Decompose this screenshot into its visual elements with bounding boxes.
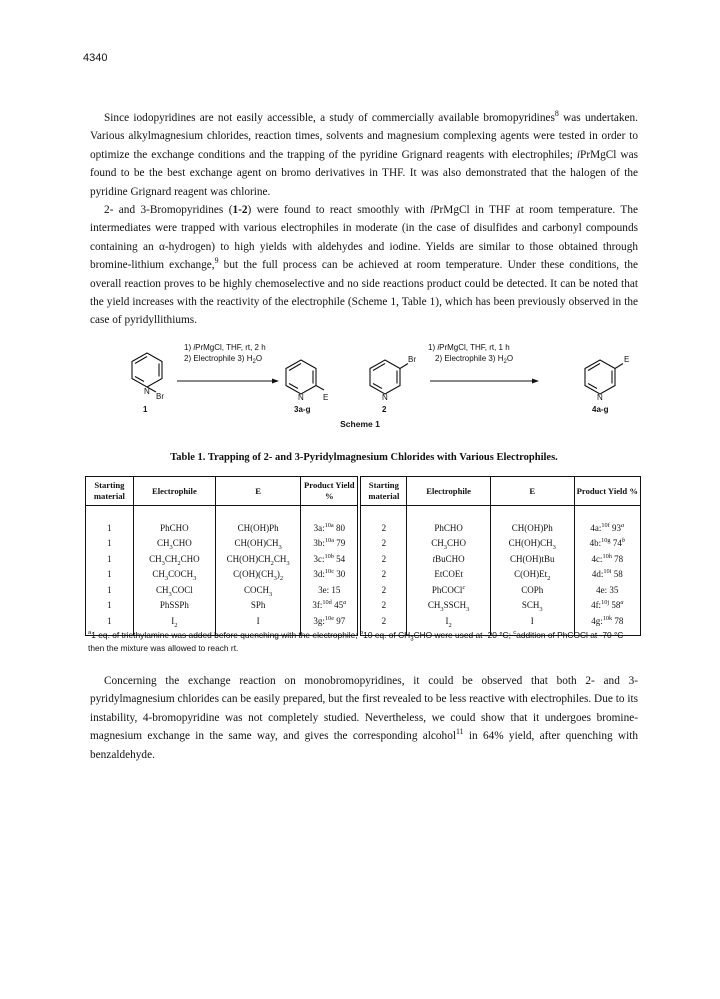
electrophile-cell: PhCHO (407, 506, 491, 536)
table-row (86, 551, 641, 567)
product-yield-cell: 3g:$^{10e}$ 97 (301, 613, 360, 635)
structure-3 (286, 360, 324, 394)
starting-material-cell: 2 (359, 613, 406, 635)
product-yield-cell: 4g:$^{10k}$ 78 (574, 613, 640, 635)
atom-label-N-4: N (597, 393, 603, 402)
e-group-cell: CH(OH)Ph (490, 506, 574, 536)
paragraph-2: 2- and 3-Bromopyridines (1-2) were found to react smoothly with iPrMgCl in THF at room temperature. The intermediates were trapped with various electrophiles in moderate (in the case of disulfides and carbonyl compounds containing an α-hydrogen) to high yields with aldehydes and iodine. Yields are similar to those obtained through bromine-lithium exchange,$^9$ but the full process can be achieved at room temperature. Under these conditions, the overall reaction proves to be highly chemoselective and no side reactions product could be detected. It can be noted that the yield increases with the reactivity of the electrophile (Scheme 1, Table 1), which has been previously observed in the case of pyridyllithiums. (90, 204, 638, 327)
paragraph-3: Concerning the exchange reaction on monobromopyridines, it could be observed that both 2- and 3-pyridylmagnesium chlorides can be easily prepared, but the first revealed to be less reactive with electrophiles. Due to its instability, 4-bromopyridine was not completely studied. Nevertheless, we could show that it undergoes bromine-magnesium exchange in the same way, and gives the corresponding alcohol$^{11}$ in 64% yield, after quenching with benzaldehyde. (90, 675, 638, 761)
compound-4-label: 4a-g (592, 405, 609, 414)
electrophile-cell: $CH_3CHO$ (133, 536, 215, 552)
atom-label-Br-1: Br (156, 392, 164, 401)
starting-material-cell: 1 (86, 613, 134, 635)
e-group-cell: SPh (216, 598, 301, 614)
col-header: Electrophile (407, 477, 491, 506)
atom-label-N-2: N (382, 393, 388, 402)
results-table (85, 476, 641, 636)
starting-material-cell: 2 (359, 598, 406, 614)
electrophile-cell: $CH_3COCl$ (133, 582, 215, 598)
starting-material-cell: 1 (86, 506, 134, 536)
atom-label-N-3: N (298, 393, 304, 402)
product-yield-cell: 3c:$^{10b}$ 54 (301, 551, 360, 567)
e-group-cell: $CH(OH)CH_2CH_3$ (216, 551, 301, 567)
compound-1-label: 1 (143, 405, 148, 414)
e-group-cell: $COCH_3$ (216, 582, 301, 598)
col-header: Electrophile (133, 477, 215, 506)
product-yield-cell: 3a:$^{10a}$ 80 (301, 506, 360, 536)
product-yield-cell: 4b:$^{10g}$ 74$^b$ (574, 536, 640, 552)
paragraph-1: Since iodopyridines are not easily accessible, a study of commercially available bromopyridines$^8$ was undertaken. Various alkylmagnesium chlorides, reaction times, solvents and magnesium complexing agents were tested in order to optimize the exchange conditions and the trapping of the pyridine Grignard reagents with electrophiles; iPrMgCl was found to be the best exchange agent on bromo derivatives in THF. It was also demonstrated that the halogen of the pyridine Grignard reagent was chlorine. (90, 109, 639, 198)
electrophile-cell: $CH_3CH_2CHO$ (133, 551, 215, 567)
closing-paragraph (90, 672, 638, 764)
electrophile-cell: EtCOEt (407, 567, 491, 583)
product-yield-cell: 3b:$^{10a}$ 79 (301, 536, 360, 552)
col-header: Product Yield % (301, 477, 360, 506)
table-header-row (86, 477, 641, 506)
e-group-cell: $C(OH)(CH_3)_2$ (216, 567, 301, 583)
starting-material-cell: 1 (86, 582, 134, 598)
table-caption: Table 1. Trapping of 2- and 3-Pyridylmagnesium Chlorides with Various Electrophiles. (170, 452, 558, 463)
e-group-cell: I (216, 613, 301, 635)
product-yield-cell: 3e: 15 (301, 582, 360, 598)
page-number: 4340 (83, 52, 108, 64)
e-group-cell: I (490, 613, 574, 635)
starting-material-cell: 1 (86, 551, 134, 567)
structure-2 (370, 360, 408, 394)
table-row (86, 536, 641, 552)
starting-material-cell: 2 (359, 551, 406, 567)
table-footnote: $^a$1 eq. of triethylamine was added before quenching with the electrophile; $^b$10 eq. of $CH_3CHO$ were used at -20 °C; $^c$addition of PhCOCl at -70 °C then the mixture was allowed to reach rt. (88, 630, 624, 653)
ref-9: 9 (214, 256, 219, 266)
col-header: Product Yield % (574, 477, 640, 506)
left-conditions-2: 2) Electrophile 3) $H_2O$ (184, 354, 263, 365)
electrophile-cell: $CH_3COCH_3$ (133, 567, 215, 583)
arrowhead-left (272, 379, 279, 384)
starting-material-cell: 1 (86, 567, 134, 583)
right-conditions-1: 1) iPrMgCl, THF, rt, 1 h (428, 343, 510, 352)
electrophile-cell: PhCHO (133, 506, 215, 536)
table-row (86, 567, 641, 583)
product-yield-cell: 4a:$^{10f}$ 93$^a$ (574, 506, 640, 536)
col-header: E (216, 477, 301, 506)
atom-label-Br-2: Br (408, 355, 416, 364)
ref-11: 11 (456, 727, 464, 737)
product-yield-cell: 4e: 35 (574, 582, 640, 598)
e-group-cell: $CH(OH)CH_3$ (216, 536, 301, 552)
e-group-cell: $SCH_3$ (490, 598, 574, 614)
electrophile-cell: $CH_3SSCH_3$ (407, 598, 491, 614)
e-group-cell: COPh (490, 582, 574, 598)
compound-3-label: 3a-g (294, 405, 311, 414)
starting-material-cell: 2 (359, 536, 406, 552)
electrophile-cell: tBuCHO (407, 551, 491, 567)
ref-8: 8 (554, 109, 559, 119)
arrowhead-right (532, 379, 539, 384)
col-header: E (490, 477, 574, 506)
compound-2-label: 2 (382, 405, 387, 414)
atom-label-E-3: E (323, 393, 329, 402)
starting-material-cell: 1 (86, 536, 134, 552)
e-group-cell: CH(OH)Ph (216, 506, 301, 536)
electrophile-cell: PhCOCl$^c$ (407, 582, 491, 598)
e-group-cell: CH(OH)tBu (490, 551, 574, 567)
product-yield-cell: 4d:$^{10i}$ 58 (574, 567, 640, 583)
left-conditions-1: 1) iPrMgCl, THF, rt, 2 h (184, 343, 266, 352)
starting-material-cell: 2 (359, 506, 406, 536)
table-row (86, 506, 641, 536)
table-row (86, 598, 641, 614)
e-group-cell: $CH(OH)CH_3$ (490, 536, 574, 552)
atom-label-N-1: N (144, 387, 150, 396)
right-conditions-2: 2) Electrophile 3) $H_2O$ (435, 354, 514, 365)
col-header: Starting material (86, 477, 134, 506)
electrophile-cell: $CH_3CHO$ (407, 536, 491, 552)
table-row (86, 582, 641, 598)
intro-paragraphs (90, 109, 638, 330)
atom-label-E-4: E (624, 355, 630, 364)
e-group-cell: $C(OH)Et_2$ (490, 567, 574, 583)
scheme-caption: Scheme 1 (340, 419, 380, 429)
structure-4 (585, 360, 623, 394)
starting-material-cell: 2 (359, 567, 406, 583)
electrophile-cell: $I_2$ (133, 613, 215, 635)
electrophile-cell: $I_2$ (407, 613, 491, 635)
col-header: Starting material (359, 477, 406, 506)
product-yield-cell: 4f:$^{10j}$ 58$^a$ (574, 598, 640, 614)
starting-material-cell: 2 (359, 582, 406, 598)
product-yield-cell: 3f:$^{10d}$ 45$^a$ (301, 598, 360, 614)
starting-material-cell: 1 (86, 598, 134, 614)
electrophile-cell: PhSSPh (133, 598, 215, 614)
product-yield-cell: 4c:$^{10h}$ 78 (574, 551, 640, 567)
product-yield-cell: 3d:$^{10c}$ 30 (301, 567, 360, 583)
